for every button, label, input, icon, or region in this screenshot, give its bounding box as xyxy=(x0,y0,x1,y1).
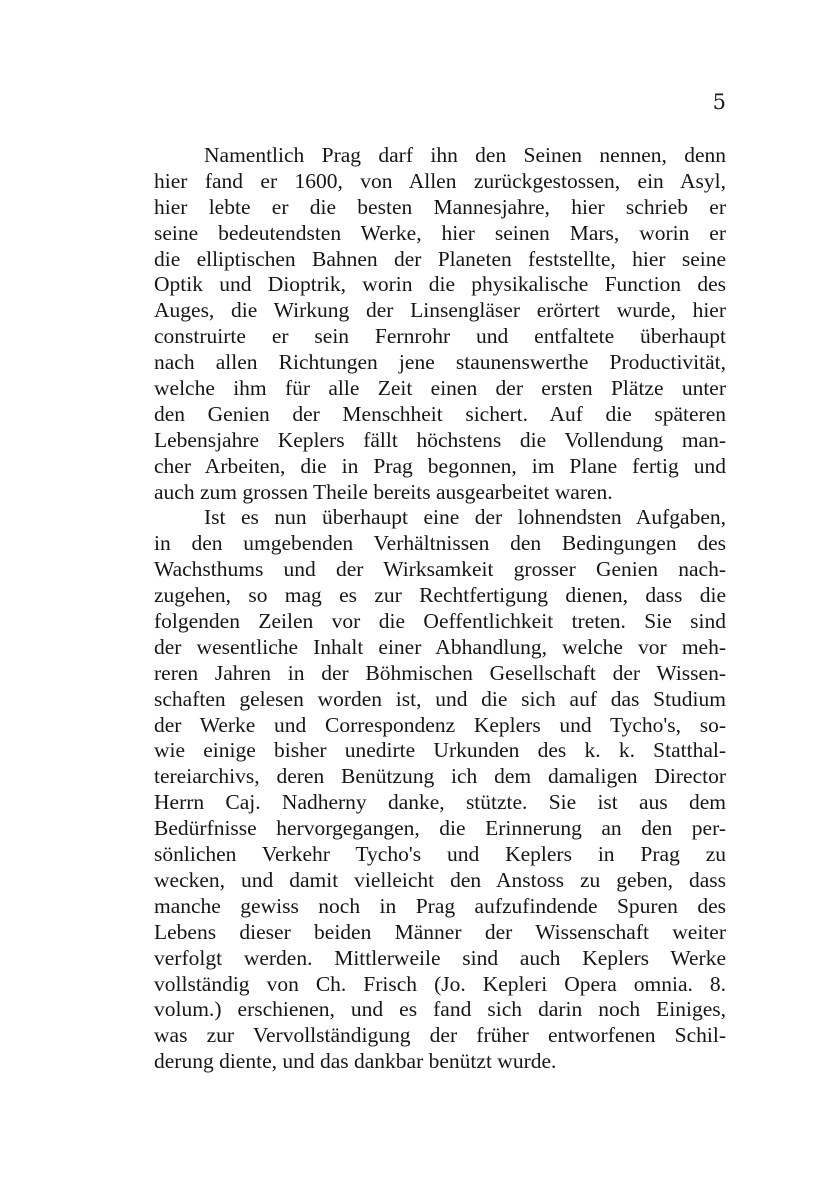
text-line: vollständig von Ch. Frisch (Jo. Kepleri Opera omnia. 8. xyxy=(154,971,726,996)
text-line: Wachsthums und der Wirksamkeit grosser Genien nach- xyxy=(154,557,726,582)
text-line: Optik und Dioptrik, worin die physikalische Function des xyxy=(154,272,726,297)
text-line: nach allen Richtungen jene staunenswerthe Productivität, xyxy=(154,350,726,375)
text-line: Herrn Caj. Nadherny danke, stützte. Sie ist aus dem xyxy=(154,790,726,815)
text-line: hier lebte er die besten Mannesjahre, hier schrieb er xyxy=(154,194,726,219)
text-line: zugehen, so mag es zur Rechtfertigung dienen, dass die xyxy=(154,583,726,608)
text-line: seine bedeutendsten Werke, hier seinen Mars, worin er xyxy=(154,220,726,245)
text-line: verfolgt werden. Mittlerweile sind auch Keplers Werke xyxy=(154,945,726,970)
text-line: wie einige bisher unedirte Urkunden des k. k. Statthal- xyxy=(154,738,726,763)
text-line: schaften gelesen worden ist, und die sich auf das Studium xyxy=(154,686,726,711)
text-line: der Werke und Correspondenz Keplers und Tycho's, so- xyxy=(154,712,726,737)
text-line: reren Jahren in der Böhmischen Gesellschaft der Wissen- xyxy=(154,660,726,685)
text-line: welche ihm für alle Zeit einen der ersten Plätze unter xyxy=(154,376,726,401)
paragraph-2 xyxy=(154,505,726,1075)
text-line: Namentlich Prag darf ihn den Seinen nennen, denn xyxy=(204,143,726,167)
text-line: sönlichen Verkehr Tycho's und Keplers in Prag zu xyxy=(154,842,726,867)
text-line: Auges, die Wirkung der Linsengläser erörtert wurde, hier xyxy=(154,298,726,323)
page-number: 5 xyxy=(712,90,726,114)
text-line: manche gewiss noch in Prag aufzufindende Spuren des xyxy=(154,893,726,918)
text-line: den Genien der Menschheit sichert. Auf die späteren xyxy=(154,401,726,426)
text-line: derung diente, und das dankbar benützt wurde. xyxy=(154,1049,557,1074)
text-line: der wesentliche Inhalt einer Abhandlung, welche vor meh- xyxy=(154,634,726,659)
text-line: Lebens dieser beiden Männer der Wissenschaft weiter xyxy=(154,919,726,944)
text-line: wecken, und damit vielleicht den Anstoss zu geben, dass xyxy=(154,867,726,892)
text-line: Lebensjahre Keplers fällt höchstens die Vollendung man- xyxy=(154,427,726,452)
text-line: in den umgebenden Verhältnissen den Bedingungen des xyxy=(154,531,726,556)
body-text xyxy=(154,143,726,1075)
text-line: cher Arbeiten, die in Prag begonnen, im Plane fertig und xyxy=(154,453,726,478)
text-line: folgenden Zeilen vor die Oeffentlichkeit treten. Sie sind xyxy=(154,609,726,634)
text-line: construirte er sein Fernrohr und entfaltete überhaupt xyxy=(154,324,726,349)
text-line: hier fand er 1600, von Allen zurückgestossen, ein Asyl, xyxy=(154,168,726,193)
text-line: auch zum grossen Theile bereits ausgearbeitet waren. xyxy=(154,479,613,504)
text-line: die elliptischen Bahnen der Planeten feststellte, hier seine xyxy=(154,246,726,271)
text-line: was zur Vervollständigung der früher entworfenen Schil- xyxy=(154,1023,726,1048)
text-line: Ist es nun überhaupt eine der lohnendsten Aufgaben, xyxy=(204,505,726,530)
paragraph-1 xyxy=(154,143,726,505)
text-line: volum.) erschienen, und es fand sich darin noch Einiges, xyxy=(154,997,726,1022)
text-line: Bedürfnisse hervorgegangen, die Erinnerung an den per- xyxy=(154,816,726,841)
text-line: tereiarchivs, deren Benützung ich dem damaligen Director xyxy=(154,764,726,789)
